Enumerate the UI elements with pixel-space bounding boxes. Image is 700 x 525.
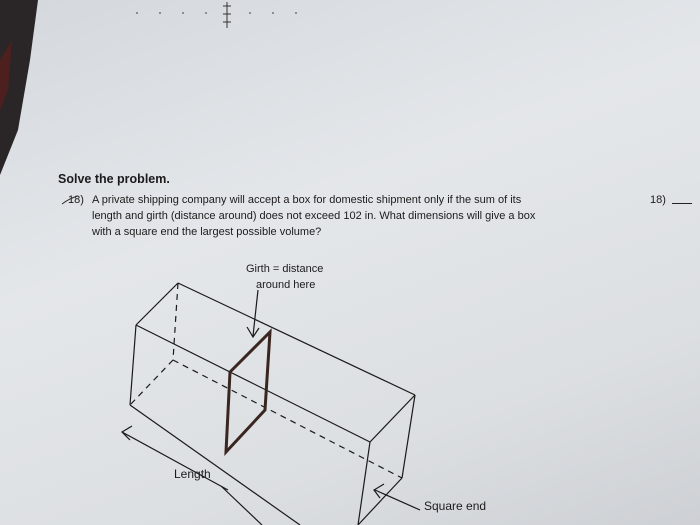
length-arrowhead bbox=[122, 426, 132, 440]
length-dimension-line bbox=[122, 432, 228, 490]
box-edge bbox=[178, 283, 415, 395]
girth-cross-section bbox=[226, 332, 270, 452]
box-edge bbox=[358, 478, 402, 525]
girth-arrow bbox=[253, 290, 258, 336]
question-text-line-3: with a square end the largest possible volume? bbox=[92, 226, 322, 238]
length-leader-line bbox=[221, 486, 262, 525]
section-heading: Solve the problem. bbox=[58, 172, 170, 186]
girth-label-line-2: around here bbox=[256, 279, 316, 291]
question-text-line-2: length and girth (distance around) does not exceed 102 in. What dimensions will give a box bbox=[92, 210, 536, 222]
question-text-line-1: A private shipping company will accept a box for domestic shipment only if the sum of its bbox=[92, 194, 522, 206]
question-number: 18) bbox=[68, 194, 84, 206]
box-edge bbox=[136, 283, 178, 325]
answer-number: 18) bbox=[650, 194, 666, 206]
box-edge bbox=[130, 405, 300, 525]
girth-label-line-1: Girth = distance bbox=[246, 263, 324, 275]
box-edge bbox=[358, 442, 370, 525]
box-edge bbox=[130, 325, 136, 405]
hidden-edge bbox=[173, 283, 178, 360]
length-label: Length bbox=[174, 467, 211, 481]
square-end-arrowhead bbox=[374, 484, 384, 498]
square-end-label: Square end bbox=[424, 499, 487, 513]
hidden-edge bbox=[130, 360, 173, 405]
box-edge bbox=[402, 395, 415, 478]
